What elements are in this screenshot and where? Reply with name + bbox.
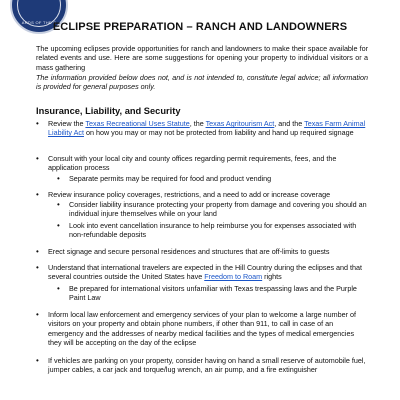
bullet-review-insurance	[36, 190, 368, 199]
bullet-text: Review insurance policy coverages, restrictions, and a need to add or increase coverage	[48, 190, 331, 199]
bullet-text-post: on how you may or may not be protected from liability and hand up required signage	[83, 128, 354, 138]
bullet-text: Inform local law enforcement and emergency services of your plan to welcome a large number of visitors on your property and obtain phone numbers, if other than 911, to call in case of an emergency and the addresses of nearby medical facilities and the types of medical emergencies they will be accepting on the day of the eclipse	[48, 310, 357, 348]
bullet-text-post: rights	[262, 272, 282, 282]
disclaimer-paragraph: The information provided below does not, and is not intended to, constitute legal advice; all information is provided for general purposes only.	[36, 73, 368, 92]
bullet-consult	[36, 154, 368, 173]
sub-bullet-liability-insurance	[57, 200, 368, 219]
bullet-text-pre: Understand that international travelers are expected in the Hill Country during the eclipses and that several countries outside the United States have	[48, 263, 363, 282]
sub-bullet-trespassing	[57, 284, 368, 303]
bullet-text-pre: Review the	[48, 119, 86, 128]
sub-bullet-text: Be prepared for international visitors unfamiliar with Texas trespassing laws and the Purple Paint Law	[69, 284, 357, 303]
sub-bullet-text: Look into event cancellation insurance to help reimburse you for expenses associated with non-refundable deposits	[69, 221, 357, 240]
page-title: ECLIPSE PREPARATION – RANCH AND LANDOWNERS	[52, 21, 348, 33]
bullet-icon: •	[36, 247, 39, 256]
link-freedom-to-roam[interactable]: Freedom to Roam	[204, 272, 263, 282]
bullet-text-sep: , and the	[274, 119, 305, 128]
bullet-icon: •	[36, 356, 39, 365]
sub-bullet-icon: •	[57, 174, 60, 183]
sub-bullet-icon: •	[57, 284, 60, 293]
link-farm-animal-liability-act[interactable]: Texas Farm Animal Liability Act	[48, 119, 366, 138]
bullet-international	[36, 263, 368, 282]
bullet-review-laws	[36, 119, 368, 138]
bullet-vehicles	[36, 356, 368, 375]
bullet-icon: •	[36, 190, 39, 199]
intro-paragraph: The upcoming eclipses provide opportunities for ranch and landowners to make their space available for related events and use. Here are some suggestions for opening your property to individual visitors or a mass gathering	[36, 44, 368, 72]
bullet-icon: •	[36, 310, 39, 319]
sub-bullet-text: Consider liability insurance protecting your property from damage and covering you should an individual injure themselves while on your land	[69, 200, 367, 219]
bullet-icon: •	[36, 154, 39, 163]
sub-bullet-cancellation-insurance	[57, 221, 368, 240]
bullet-text: Erect signage and secure personal residences and structures that are off-limits to guests	[48, 247, 330, 256]
sub-bullet-text: Separate permits may be required for food and product vending	[69, 174, 272, 183]
sub-bullet-permits	[57, 174, 368, 183]
bullet-text: If vehicles are parking on your property, consider having on hand a small reserve of automobile fuel, jumper cables, a car jack and torque/lug wrench, an air pump, and a fire extinguisher	[48, 356, 366, 375]
seal-text: ARDS OF THE S	[21, 20, 57, 25]
section-heading: Insurance, Liability, and Security	[36, 106, 181, 116]
link-agritourism-act[interactable]: Texas Agritourism Act	[205, 119, 275, 128]
bullet-inform	[36, 310, 368, 348]
sub-bullet-icon: •	[57, 200, 60, 209]
bullet-icon: •	[36, 263, 39, 272]
bullet-text-sep: , the	[189, 119, 206, 128]
sub-bullet-icon: •	[57, 221, 60, 230]
bullet-text: Consult with your local city and county offices regarding permit requirements, fees, and the application process	[48, 154, 337, 173]
bullet-signage	[36, 247, 368, 256]
bullet-icon: •	[36, 119, 39, 128]
link-recreational-uses-statute[interactable]: Texas Recreational Uses Statute	[85, 119, 190, 128]
